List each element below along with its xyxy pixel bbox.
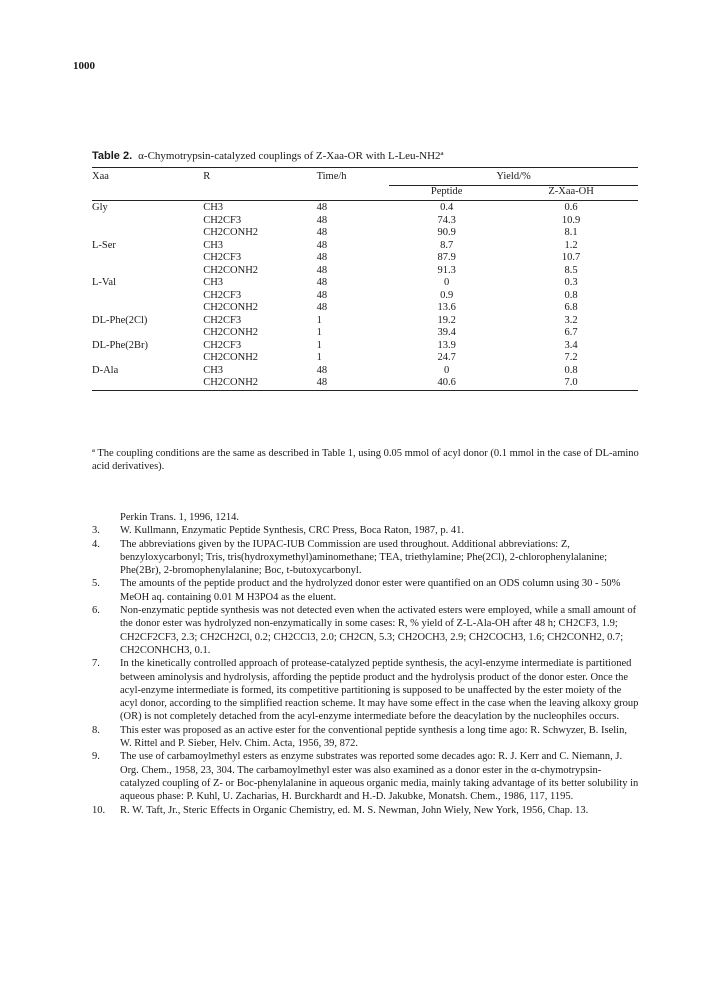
header-zxaa: Z-Xaa-OH — [504, 186, 638, 201]
reference-number: 9. — [92, 751, 100, 763]
cell-xaa — [92, 265, 203, 278]
cell-peptide: 90.9 — [437, 227, 456, 238]
cell-peptide: 40.6 — [389, 377, 504, 390]
cell-xaa — [92, 302, 203, 315]
cell-peptide: 74.3 — [437, 214, 456, 226]
cell-xaa: L-Val — [92, 277, 116, 288]
cell-r: CH3 — [203, 201, 312, 215]
cell-peptide: 24.7 — [437, 352, 456, 363]
header-yield: Yield/% — [389, 168, 638, 186]
table-row — [92, 215, 638, 228]
cell-zxaa: 10.7 — [561, 252, 581, 263]
table-row — [92, 352, 638, 365]
reference-number: 3. — [92, 525, 100, 537]
cell-time: 1 — [316, 352, 322, 363]
header-time: Time/h — [313, 168, 390, 186]
cell-zxaa: 1.2 — [564, 239, 578, 251]
table-row — [92, 290, 638, 303]
cell-r: CH2CONH2 — [203, 377, 312, 390]
page-number: 1000 — [73, 60, 95, 72]
cell-zxaa: 6.8 — [564, 302, 578, 313]
cell-r: CH2CF3 — [203, 214, 242, 226]
table-footnote: ª The coupling conditions are the same as described in Table 1, using 0.05 mmol of acyl donor (0.1 mmol in the case of DL-amino acid derivatives). — [92, 448, 639, 472]
reference-text: The abbreviations given by the IUPAC-IUB Commission are used throughout. Additional abbreviations: Z, benzyloxycarbonyl; Tris, tris(hydroxymethyl)aminomethane; TEA, triethylamine; Phe(2Cl), 2-chlorophenylalanine; Phe(2Br), 2-bromophenylalanine; Boc, t-butoxycarbonyl. — [120, 538, 608, 577]
reference-text: R. W. Taft, Jr., Steric Effects in Organic Chemistry, ed. M. S. Newman, John Wiely, New York, 1956, Chap. 13. — [120, 804, 589, 816]
cell-r: CH2CF3 — [203, 252, 242, 263]
header-xaa: Xaa — [92, 168, 203, 186]
cell-time: 1 — [316, 314, 322, 326]
reference-item — [92, 524, 640, 537]
cell-r: CH3 — [203, 277, 224, 288]
reference-number: 6. — [92, 605, 100, 617]
cell-time: 48 — [316, 289, 328, 301]
table-row — [92, 277, 638, 290]
reference-list — [92, 511, 640, 817]
reference-number: 5. — [92, 578, 100, 590]
cell-xaa — [92, 377, 203, 390]
table-row — [92, 302, 638, 315]
cell-peptide: 0.4 — [389, 201, 504, 215]
cell-peptide: 8.7 — [440, 239, 454, 251]
cell-zxaa: 10.9 — [561, 214, 581, 226]
cell-time: 48 — [316, 214, 328, 226]
table-row — [92, 252, 638, 265]
cell-xaa — [92, 215, 203, 228]
cell-xaa: L-Ser — [92, 239, 116, 251]
cell-time: 48 — [316, 302, 328, 313]
cell-xaa: DL-Phe(2Cl) — [92, 314, 148, 326]
cell-zxaa: 7.0 — [504, 377, 638, 390]
cell-r: CH2CF3 — [203, 314, 242, 326]
table-caption — [92, 150, 444, 162]
cell-zxaa: 0.8 — [564, 289, 578, 301]
cell-peptide: 91.3 — [437, 264, 456, 276]
reference-text: In the kinetically controlled approach of protease-catalyzed peptide synthesis, the acyl-enzyme intermediate is partitioned between aminolysis and hydrolysis, affording the peptide product and the hydrolysis product of the donor ester. Once the acyl-enzyme intermediate is formed, its competitive partitioning is supposed to be unaffected by the ester moiety of the acyl donor, according to the simplified reaction scheme. It may have some effect in the case when the leaving alkoxy group (OR) is not completely detached from the acyl-enzyme intermediate before the deacylation by the nucleophiles occurs. — [120, 658, 639, 723]
header-peptide: Peptide — [389, 186, 504, 201]
cell-r: CH3 — [203, 364, 224, 376]
cell-peptide: 13.9 — [437, 339, 456, 351]
cell-zxaa: 7.2 — [564, 352, 578, 363]
cell-time: 48 — [316, 277, 328, 288]
cell-zxaa: 3.4 — [564, 339, 578, 351]
cell-peptide: 13.6 — [437, 302, 456, 313]
reference-item — [92, 538, 640, 578]
reference-text: Perkin Trans. 1, 1996, 1214. — [120, 512, 240, 523]
cell-r: CH2CONH2 — [203, 352, 259, 363]
cell-peptide: 0.9 — [440, 289, 454, 301]
reference-item — [92, 604, 640, 657]
cell-zxaa: 8.1 — [564, 227, 578, 238]
cell-r: CH2CONH2 — [203, 264, 259, 276]
data-table — [92, 167, 638, 391]
cell-peptide: 19.2 — [437, 314, 456, 326]
reference-number: 10. — [92, 804, 106, 816]
reference-item — [92, 511, 640, 524]
reference-text: W. Kullmann, Enzymatic Peptide Synthesis, CRC Press, Boca Raton, 1987, p. 41. — [120, 525, 465, 537]
cell-time: 48 — [316, 227, 328, 238]
cell-xaa — [92, 327, 203, 340]
cell-time: 48 — [316, 239, 328, 251]
cell-xaa — [92, 252, 203, 265]
cell-r: CH2CF3 — [203, 339, 242, 351]
cell-peptide: 0 — [444, 277, 450, 288]
cell-time: 1 — [316, 327, 322, 338]
cell-time: 48 — [316, 264, 328, 276]
table-row — [92, 365, 638, 378]
cell-peptide: 39.4 — [437, 327, 456, 338]
cell-xaa: Gly — [92, 201, 203, 215]
cell-zxaa: 8.5 — [564, 264, 578, 276]
reference-item — [92, 657, 640, 723]
cell-r: CH3 — [203, 239, 224, 251]
cell-time: 48 — [313, 377, 390, 390]
cell-time: 48 — [316, 364, 328, 376]
table-row — [92, 265, 638, 278]
reference-text: This ester was proposed as an active ester for the conventional peptide synthesis a long time ago: R. Schwyzer, B. Iselin, W. Rittel and P. Sieber, Helv. Chim. Acta, 1956, 39, 872. — [120, 724, 627, 750]
table-row — [92, 340, 638, 353]
cell-zxaa: 0.6 — [504, 201, 638, 215]
reference-item — [92, 577, 640, 604]
reference-item — [92, 724, 640, 751]
cell-xaa: DL-Phe(2Br) — [92, 339, 148, 351]
table-body — [92, 201, 638, 391]
table-row — [92, 201, 638, 215]
reference-number: 7. — [92, 658, 100, 670]
reference-number: 8. — [92, 724, 100, 736]
cell-r: CH2CF3 — [203, 289, 242, 301]
cell-r: CH2CONH2 — [203, 302, 259, 313]
cell-time: 1 — [316, 339, 322, 351]
reference-number: 4. — [92, 538, 100, 550]
cell-time: 48 — [316, 252, 328, 263]
reference-text: The amounts of the peptide product and the hydrolyzed donor ester were quantified on an ODS column using 30 - 50% MeOH aq. containing 0.01 M H3PO4 as the eluent. — [120, 578, 621, 603]
cell-peptide: 87.9 — [437, 252, 456, 263]
cell-zxaa: 0.3 — [564, 277, 578, 288]
cell-xaa: D-Ala — [92, 364, 119, 376]
reference-text: Non-enzymatic peptide synthesis was not detected even when the activated esters were employed, while a small amount of the donor ester was hydrolyzed non-enzymatically in some cases: R, % yield of Z-L-Ala-OH after 48 h; CH2CF3, 1.9; CH2CF2CF3, 2.3; CH2CH2Cl, 0.2; CH2CCl3, 2.0; CH2CN, 5.3; CH2OCH3, 2.9; CH2COCH3, 1.6; CH2CONH2, 0.7; CH2CONHCH3, 0.1. — [120, 605, 637, 656]
table-row — [92, 327, 638, 340]
table-caption-text: α-Chymotrypsin-catalyzed couplings of Z-Xaa-OR with L-Leu-NH2ª — [138, 150, 444, 162]
cell-zxaa: 6.7 — [564, 327, 578, 338]
header-r: R — [203, 168, 312, 186]
cell-xaa — [92, 227, 203, 240]
reference-text: The use of carbamoylmethyl esters as enzyme substrates was reported some decades ago: R. J. Kerr and C. Niemann, J. Org. Chem., 1958, 23, 304. The carbamoylmethyl ester was also examined as a donor ester in the α-chymotrypsin-catalyzed coupling of Z- or Boc-phenylalanine in aqueous organic media, mainly taking advantage of its better solubility in aqueous phase: P. Kuhl, U. Zacharias, H. Burckhardt and H.-D. Jakubke, Monatsh. Chem., 1986, 117, 1195. — [120, 751, 639, 803]
cell-xaa — [92, 352, 203, 365]
cell-xaa — [92, 290, 203, 303]
table-row — [92, 240, 638, 253]
table-row — [92, 227, 638, 240]
table-row — [92, 315, 638, 328]
reference-item — [92, 750, 640, 803]
cell-zxaa: 0.8 — [564, 364, 578, 376]
table-row — [92, 377, 638, 390]
reference-item — [92, 804, 640, 817]
cell-r: CH2CONH2 — [203, 227, 259, 238]
cell-r: CH2CONH2 — [203, 327, 259, 338]
cell-time: 48 — [313, 201, 390, 215]
table-label: Table 2. — [92, 150, 133, 162]
cell-zxaa: 3.2 — [564, 314, 578, 326]
cell-peptide: 0 — [444, 364, 450, 376]
